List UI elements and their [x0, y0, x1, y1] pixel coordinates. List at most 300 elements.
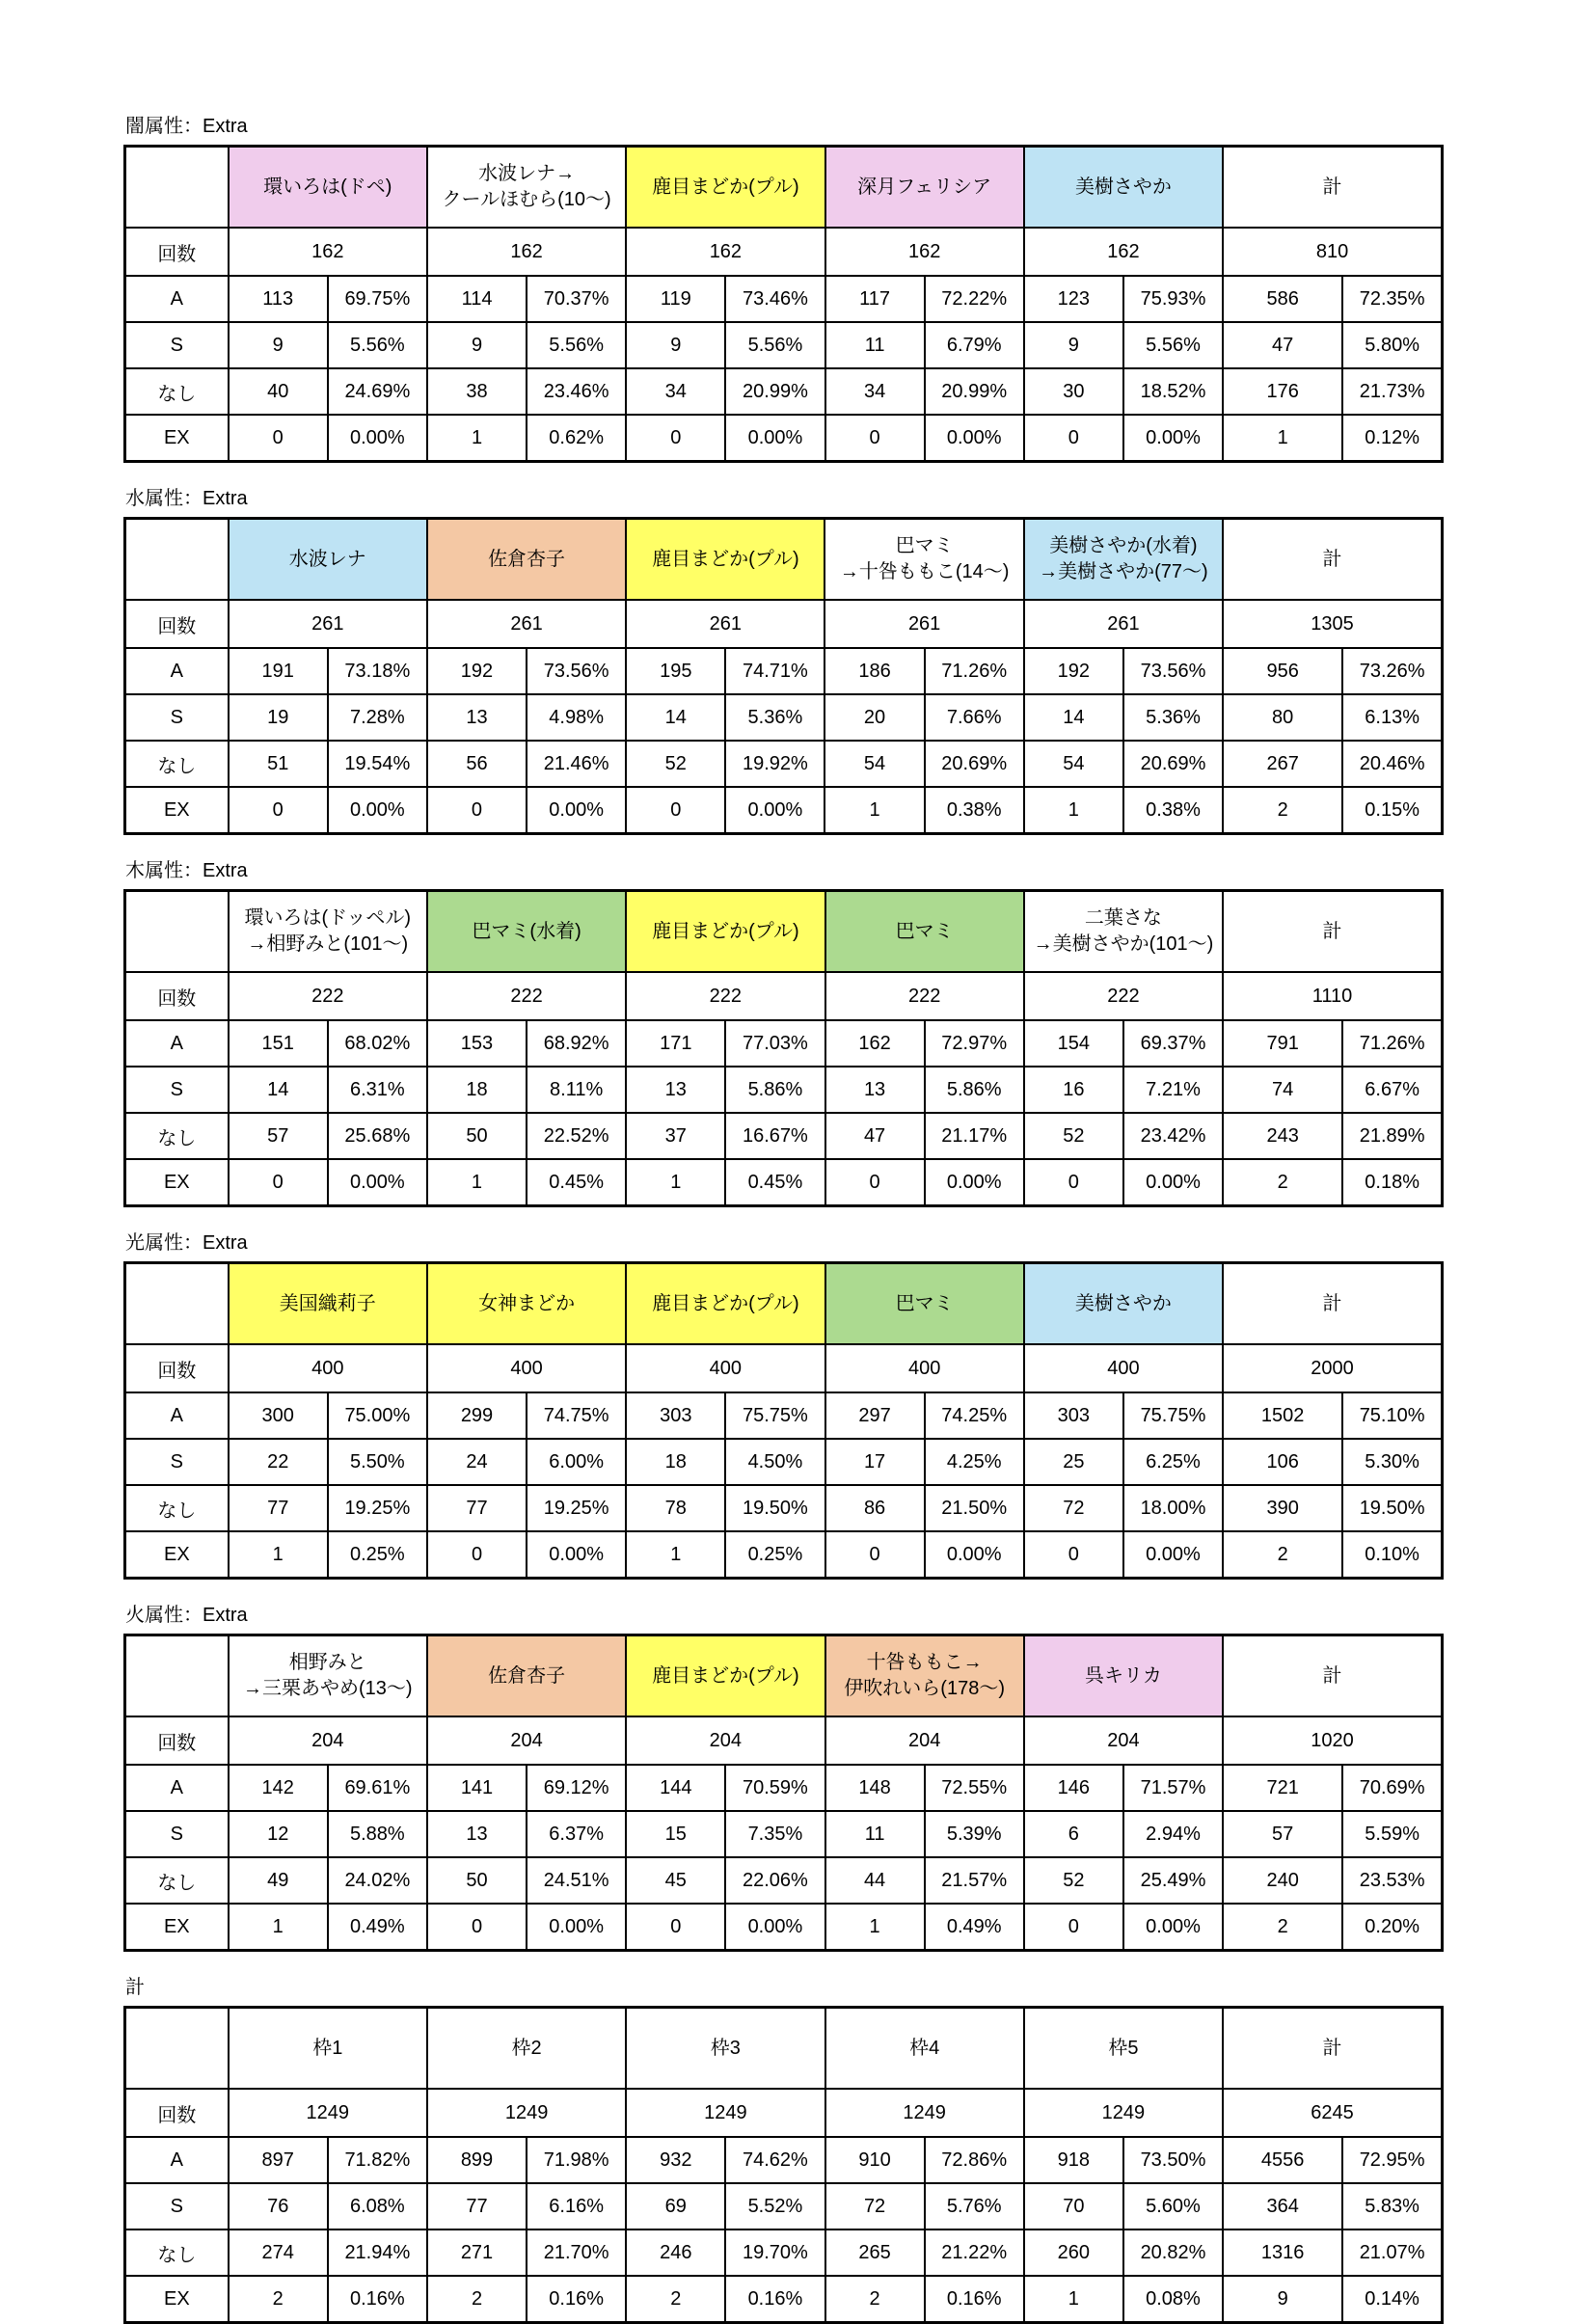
count-cell: 1249	[626, 2089, 825, 2137]
corner-cell	[125, 147, 229, 229]
percent-cell: 0.49%	[925, 1904, 1024, 1951]
percent-cell: 5.86%	[725, 1067, 825, 1113]
percent-cell: 5.60%	[1123, 2183, 1223, 2229]
column-header	[229, 1263, 427, 1345]
percent-cell: 21.50%	[925, 1485, 1024, 1531]
value-cell: 52	[1024, 1113, 1123, 1159]
value-cell: 50	[427, 1113, 527, 1159]
percent-cell: 6.08%	[328, 2183, 427, 2229]
percent-cell: 20.99%	[725, 368, 825, 415]
header-label: クールほむら(10～)	[442, 189, 611, 210]
value-cell: 0	[1024, 1159, 1123, 1206]
header-label: 鹿目まどか(プル)	[652, 176, 799, 198]
value-cell: 0	[229, 415, 328, 462]
total-value-cell: 106	[1223, 1439, 1342, 1485]
column-header	[229, 1635, 427, 1717]
percent-cell: 21.57%	[925, 1857, 1024, 1904]
value-cell: 274	[229, 2229, 328, 2276]
count-cell: 400	[427, 1344, 626, 1392]
column-header	[1024, 147, 1223, 229]
data-row	[125, 648, 1443, 694]
column-header	[427, 2008, 626, 2090]
header-label: 枠1	[312, 2037, 343, 2059]
percent-cell: 5.56%	[725, 322, 825, 368]
header-label: 枠3	[710, 2037, 741, 2059]
value-cell: 192	[427, 648, 527, 694]
total-column-header	[1223, 147, 1442, 229]
total-percent-cell: 0.15%	[1342, 787, 1442, 834]
data-row	[125, 1392, 1443, 1439]
row-label: S	[125, 2183, 229, 2229]
count-cell: 204	[229, 1716, 427, 1765]
count-cell: 162	[626, 228, 825, 276]
count-cell: 261	[229, 600, 427, 648]
total-value-cell: 240	[1223, 1857, 1342, 1904]
total-value-cell: 1502	[1223, 1392, 1342, 1439]
total-percent-cell: 0.20%	[1342, 1904, 1442, 1951]
attribute-stats-table	[123, 1634, 1444, 1952]
value-cell: 918	[1024, 2137, 1123, 2183]
value-cell: 14	[229, 1067, 328, 1113]
count-cell: 1249	[229, 2089, 427, 2137]
count-row	[125, 228, 1443, 276]
value-cell: 1	[1024, 2276, 1123, 2323]
percent-cell: 75.93%	[1123, 276, 1223, 322]
percent-cell: 74.71%	[725, 648, 825, 694]
percent-cell: 6.37%	[527, 1811, 626, 1857]
total-percent-cell: 5.80%	[1342, 322, 1442, 368]
header-label: 枠2	[511, 2037, 542, 2059]
value-cell: 0	[1024, 1531, 1123, 1579]
data-row	[125, 2137, 1443, 2183]
percent-cell: 6.16%	[527, 2183, 626, 2229]
percent-cell: 70.59%	[725, 1765, 825, 1811]
percent-cell: 0.16%	[328, 2276, 427, 2323]
header-row	[125, 891, 1443, 973]
row-label: 回数	[125, 2089, 229, 2137]
corner-cell	[125, 891, 229, 973]
percent-cell: 7.21%	[1123, 1067, 1223, 1113]
percent-cell: 0.38%	[1123, 787, 1223, 834]
data-row	[125, 1159, 1443, 1206]
header-label: 水波レナ→	[478, 163, 576, 184]
percent-cell: 0.00%	[725, 787, 825, 834]
header-label: 計	[1322, 548, 1342, 570]
total-percent-cell: 19.50%	[1342, 1485, 1442, 1531]
count-cell: 2000	[1223, 1344, 1442, 1392]
value-cell: 38	[427, 368, 527, 415]
column-header	[825, 147, 1024, 229]
row-label: なし	[125, 741, 229, 787]
percent-cell: 7.28%	[328, 694, 427, 741]
data-row	[125, 2183, 1443, 2229]
percent-cell: 0.45%	[527, 1159, 626, 1206]
row-label: EX	[125, 2276, 229, 2323]
percent-cell: 68.92%	[527, 1020, 626, 1067]
percent-cell: 72.55%	[925, 1765, 1024, 1811]
percent-cell: 71.98%	[527, 2137, 626, 2183]
row-label: A	[125, 1392, 229, 1439]
value-cell: 18	[427, 1067, 527, 1113]
percent-cell: 71.82%	[328, 2137, 427, 2183]
value-cell: 11	[825, 322, 925, 368]
percent-cell: 75.75%	[725, 1392, 825, 1439]
percent-cell: 0.00%	[527, 1904, 626, 1951]
percent-cell: 2.94%	[1123, 1811, 1223, 1857]
corner-cell	[125, 2008, 229, 2090]
column-header	[427, 1263, 626, 1345]
row-label: なし	[125, 1113, 229, 1159]
count-cell: 204	[825, 1716, 1024, 1765]
total-value-cell: 2	[1223, 1904, 1342, 1951]
table-title: 木属性：Extra	[125, 860, 248, 881]
row-label: EX	[125, 1531, 229, 1579]
percent-cell: 73.46%	[725, 276, 825, 322]
total-percent-cell: 21.89%	[1342, 1113, 1442, 1159]
value-cell: 14	[626, 694, 725, 741]
table-title: 光属性：Extra	[125, 1232, 248, 1254]
total-column-header	[1223, 2008, 1442, 2090]
value-cell: 246	[626, 2229, 725, 2276]
value-cell: 54	[1024, 741, 1123, 787]
count-cell: 1249	[1024, 2089, 1223, 2137]
count-cell: 222	[427, 972, 626, 1020]
total-percent-cell: 0.18%	[1342, 1159, 1442, 1206]
percent-cell: 21.94%	[328, 2229, 427, 2276]
data-row	[125, 2229, 1443, 2276]
table-title: 闇属性：Extra	[125, 116, 248, 137]
value-cell: 72	[825, 2183, 925, 2229]
data-row	[125, 1020, 1443, 1067]
header-label: →美樹さやか(101～)	[1033, 933, 1214, 955]
percent-cell: 0.00%	[725, 415, 825, 462]
value-cell: 20	[825, 694, 924, 741]
column-header	[626, 1635, 825, 1717]
total-value-cell: 2	[1223, 787, 1342, 834]
total-value-cell: 586	[1223, 276, 1342, 322]
count-cell: 162	[1024, 228, 1223, 276]
percent-cell: 16.67%	[725, 1113, 825, 1159]
column-header	[626, 519, 825, 601]
value-cell: 14	[1024, 694, 1123, 741]
percent-cell: 75.00%	[328, 1392, 427, 1439]
value-cell: 162	[825, 1020, 925, 1067]
column-header	[427, 147, 626, 229]
count-cell: 162	[427, 228, 626, 276]
percent-cell: 0.45%	[725, 1159, 825, 1206]
percent-cell: 19.54%	[328, 741, 427, 787]
percent-cell: 69.12%	[527, 1765, 626, 1811]
row-label: S	[125, 322, 229, 368]
value-cell: 70	[1024, 2183, 1123, 2229]
column-header	[427, 1635, 626, 1717]
value-cell: 191	[229, 648, 328, 694]
count-cell: 400	[229, 1344, 427, 1392]
value-cell: 0	[1024, 415, 1123, 462]
header-label: 環いろは(ドッペル)	[244, 907, 412, 929]
header-label: 十咎ももこ→	[866, 1652, 983, 1673]
total-value-cell: 956	[1223, 648, 1342, 694]
total-percent-cell: 0.14%	[1342, 2276, 1442, 2323]
column-header	[1024, 2008, 1223, 2090]
percent-cell: 6.25%	[1123, 1439, 1223, 1485]
value-cell: 171	[626, 1020, 725, 1067]
percent-cell: 21.17%	[925, 1113, 1024, 1159]
count-cell: 162	[229, 228, 427, 276]
value-cell: 123	[1024, 276, 1123, 322]
value-cell: 113	[229, 276, 328, 322]
header-label: →十咎ももこ(14～)	[839, 561, 1010, 582]
data-row	[125, 415, 1443, 462]
percent-cell: 0.00%	[328, 1159, 427, 1206]
header-label: 巴マミ	[895, 1292, 954, 1314]
percent-cell: 0.00%	[925, 1531, 1024, 1579]
percent-cell: 19.50%	[725, 1485, 825, 1531]
data-row	[125, 1113, 1443, 1159]
count-cell: 810	[1223, 228, 1442, 276]
value-cell: 297	[825, 1392, 925, 1439]
total-column-header	[1223, 1635, 1442, 1717]
value-cell: 1	[626, 1531, 725, 1579]
value-cell: 11	[825, 1811, 925, 1857]
percent-cell: 5.56%	[328, 322, 427, 368]
percent-cell: 69.37%	[1123, 1020, 1223, 1067]
row-label: 回数	[125, 1716, 229, 1765]
value-cell: 141	[427, 1765, 527, 1811]
percent-cell: 74.75%	[527, 1392, 626, 1439]
value-cell: 899	[427, 2137, 527, 2183]
value-cell: 52	[1024, 1857, 1123, 1904]
column-header	[626, 2008, 825, 2090]
value-cell: 148	[825, 1765, 925, 1811]
header-label: 環いろは(ドペ)	[263, 176, 392, 198]
percent-cell: 21.70%	[527, 2229, 626, 2276]
header-label: 巴マミ(水着)	[472, 920, 581, 942]
percent-cell: 5.56%	[527, 322, 626, 368]
total-value-cell: 9	[1223, 2276, 1342, 2323]
attribute-stats-table	[123, 889, 1444, 1207]
row-label: なし	[125, 1857, 229, 1904]
row-label: EX	[125, 415, 229, 462]
header-label: →相野みと(101～)	[247, 933, 409, 955]
table-block	[123, 858, 1595, 1207]
value-cell: 0	[825, 1159, 925, 1206]
total-percent-cell: 73.26%	[1342, 648, 1442, 694]
value-cell: 34	[626, 368, 725, 415]
total-percent-cell: 21.07%	[1342, 2229, 1442, 2276]
data-row	[125, 276, 1443, 322]
value-cell: 0	[427, 1531, 527, 1579]
percent-cell: 5.39%	[925, 1811, 1024, 1857]
value-cell: 1	[427, 1159, 527, 1206]
value-cell: 30	[1024, 368, 1123, 415]
header-label: 深月フェリシア	[857, 176, 992, 198]
value-cell: 1	[1024, 787, 1123, 834]
total-value-cell: 176	[1223, 368, 1342, 415]
percent-cell: 18.52%	[1123, 368, 1223, 415]
total-percent-cell: 0.12%	[1342, 415, 1442, 462]
percent-cell: 23.42%	[1123, 1113, 1223, 1159]
total-value-cell: 74	[1223, 1067, 1342, 1113]
count-row	[125, 600, 1443, 648]
percent-cell: 77.03%	[725, 1020, 825, 1067]
value-cell: 0	[229, 1159, 328, 1206]
row-label: 回数	[125, 1344, 229, 1392]
header-label: 巴マミ	[895, 535, 954, 556]
row-label: なし	[125, 368, 229, 415]
value-cell: 1	[229, 1531, 328, 1579]
percent-cell: 0.00%	[527, 787, 626, 834]
table-block	[123, 1230, 1595, 1580]
percent-cell: 6.00%	[527, 1439, 626, 1485]
value-cell: 146	[1024, 1765, 1123, 1811]
column-header	[1024, 1635, 1223, 1717]
percent-cell: 5.50%	[328, 1439, 427, 1485]
data-row	[125, 1067, 1443, 1113]
value-cell: 2	[229, 2276, 328, 2323]
value-cell: 56	[427, 741, 527, 787]
percent-cell: 20.69%	[1123, 741, 1223, 787]
total-percent-cell: 6.67%	[1342, 1067, 1442, 1113]
header-label: 計	[1322, 176, 1342, 198]
percent-cell: 72.97%	[925, 1020, 1024, 1067]
column-header	[1024, 1263, 1223, 1345]
value-cell: 195	[626, 648, 725, 694]
value-cell: 77	[427, 1485, 527, 1531]
row-label: S	[125, 1811, 229, 1857]
row-label: S	[125, 1439, 229, 1485]
total-column-header	[1223, 1263, 1442, 1345]
table-block	[123, 486, 1595, 835]
column-header	[626, 1263, 825, 1345]
percent-cell: 24.51%	[527, 1857, 626, 1904]
percent-cell: 21.22%	[925, 2229, 1024, 2276]
value-cell: 9	[427, 322, 527, 368]
count-cell: 1305	[1223, 600, 1442, 648]
value-cell: 13	[626, 1067, 725, 1113]
column-header	[626, 147, 825, 229]
value-cell: 1	[626, 1159, 725, 1206]
value-cell: 897	[229, 2137, 328, 2183]
percent-cell: 0.62%	[527, 415, 626, 462]
value-cell: 153	[427, 1020, 527, 1067]
percent-cell: 0.16%	[527, 2276, 626, 2323]
percent-cell: 75.75%	[1123, 1392, 1223, 1439]
count-cell: 1249	[427, 2089, 626, 2137]
percent-cell: 0.00%	[328, 415, 427, 462]
column-header	[825, 1263, 1024, 1345]
percent-cell: 4.25%	[925, 1439, 1024, 1485]
header-label: 計	[1322, 1664, 1342, 1687]
header-label: 相野みと	[288, 1652, 366, 1673]
value-cell: 192	[1024, 648, 1123, 694]
row-label: A	[125, 648, 229, 694]
percent-cell: 24.02%	[328, 1857, 427, 1904]
count-cell: 6245	[1223, 2089, 1442, 2137]
value-cell: 12	[229, 1811, 328, 1857]
value-cell: 154	[1024, 1020, 1123, 1067]
value-cell: 57	[229, 1113, 328, 1159]
value-cell: 86	[825, 1485, 925, 1531]
count-row	[125, 1716, 1443, 1765]
percent-cell: 69.61%	[328, 1765, 427, 1811]
row-label: EX	[125, 787, 229, 834]
header-label: 佐倉杏子	[488, 1664, 566, 1687]
value-cell: 54	[825, 741, 924, 787]
count-cell: 1110	[1223, 972, 1442, 1020]
header-row	[125, 147, 1443, 229]
value-cell: 932	[626, 2137, 725, 2183]
percent-cell: 70.37%	[527, 276, 626, 322]
column-header	[427, 891, 626, 973]
value-cell: 22	[229, 1439, 328, 1485]
percent-cell: 0.00%	[925, 1159, 1024, 1206]
percent-cell: 22.52%	[527, 1113, 626, 1159]
total-percent-cell: 5.30%	[1342, 1439, 1442, 1485]
percent-cell: 19.70%	[725, 2229, 825, 2276]
value-cell: 1	[825, 787, 924, 834]
count-cell: 222	[229, 972, 427, 1020]
total-percent-cell: 6.13%	[1342, 694, 1442, 741]
percent-cell: 73.50%	[1123, 2137, 1223, 2183]
value-cell: 303	[1024, 1392, 1123, 1439]
percent-cell: 0.00%	[725, 1904, 825, 1951]
percent-cell: 0.00%	[1123, 1904, 1223, 1951]
total-percent-cell: 0.10%	[1342, 1531, 1442, 1579]
value-cell: 17	[825, 1439, 925, 1485]
percent-cell: 73.56%	[1123, 648, 1223, 694]
value-cell: 50	[427, 1857, 527, 1904]
count-cell: 204	[427, 1716, 626, 1765]
column-header	[229, 147, 427, 229]
total-percent-cell: 75.10%	[1342, 1392, 1442, 1439]
value-cell: 76	[229, 2183, 328, 2229]
total-value-cell: 791	[1223, 1020, 1342, 1067]
header-label: 美樹さやか	[1074, 1292, 1172, 1314]
header-row	[125, 1263, 1443, 1345]
percent-cell: 6.31%	[328, 1067, 427, 1113]
value-cell: 117	[825, 276, 925, 322]
count-cell: 222	[626, 972, 825, 1020]
percent-cell: 71.57%	[1123, 1765, 1223, 1811]
value-cell: 2	[427, 2276, 527, 2323]
value-cell: 910	[825, 2137, 925, 2183]
column-header	[825, 2008, 1024, 2090]
row-label: 回数	[125, 228, 229, 276]
percent-cell: 0.49%	[328, 1904, 427, 1951]
value-cell: 13	[427, 694, 527, 741]
data-row	[125, 322, 1443, 368]
column-header	[229, 2008, 427, 2090]
header-label: 二葉さな	[1084, 907, 1162, 929]
value-cell: 9	[229, 322, 328, 368]
count-cell: 400	[626, 1344, 825, 1392]
value-cell: 0	[825, 1531, 925, 1579]
row-label: 回数	[125, 600, 229, 648]
percent-cell: 8.11%	[527, 1067, 626, 1113]
value-cell: 186	[825, 648, 924, 694]
total-value-cell: 47	[1223, 322, 1342, 368]
table-title: 火属性：Extra	[125, 1605, 248, 1626]
percent-cell: 20.82%	[1123, 2229, 1223, 2276]
row-label: EX	[125, 1159, 229, 1206]
table-block	[123, 1603, 1595, 1952]
row-label: 回数	[125, 972, 229, 1020]
total-percent-cell: 23.53%	[1342, 1857, 1442, 1904]
value-cell: 40	[229, 368, 328, 415]
percent-cell: 0.25%	[725, 1531, 825, 1579]
count-cell: 400	[825, 1344, 1024, 1392]
